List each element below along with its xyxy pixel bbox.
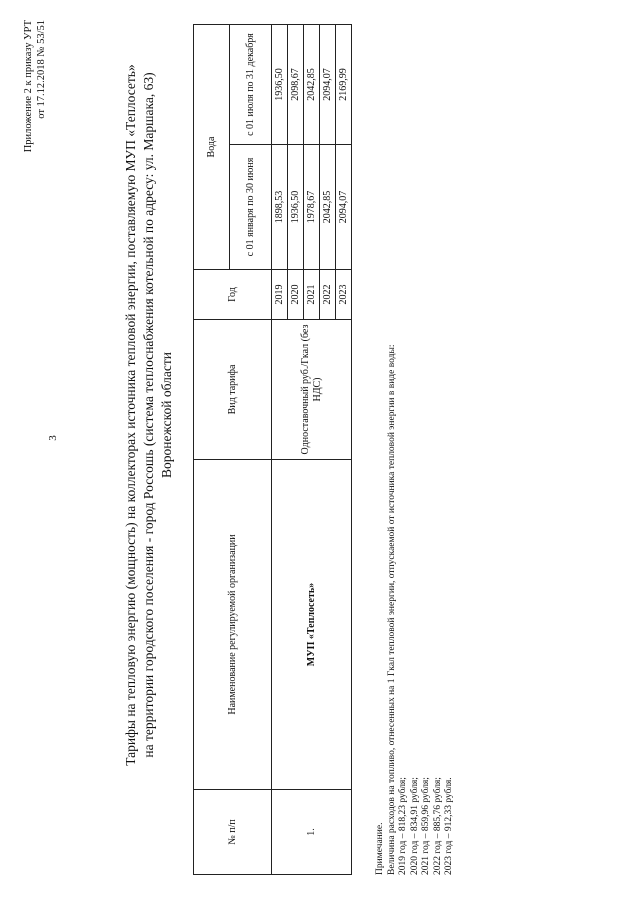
page-number: 3 (47, 435, 59, 441)
row-number: 1. (272, 790, 352, 875)
tariff-table (193, 24, 352, 875)
tariff-h2-cell: 2042,85 (304, 24, 320, 144)
tariff-h2-cell: 2094,07 (320, 24, 336, 144)
note-intro: Величина расходов на топливо, отнесенных на 1 Гкал тепловой энергии, отпускаемой от источника тепловой энергии в виде воды: (386, 344, 397, 875)
approval-block (22, 20, 48, 170)
header-water: Вода (194, 24, 230, 269)
year-cell: 2020 (288, 270, 304, 320)
organization-name: МУП «Теплосеть» (272, 460, 352, 790)
tariff-h2-cell: 1936,50 (272, 24, 288, 144)
tariff-kind: Одноставочный руб./Гкал (без НДС) (272, 320, 352, 460)
header-organization: Наименование регулируемой организации (194, 460, 272, 790)
document-title (122, 15, 176, 815)
header-year: Год (194, 270, 272, 320)
year-cell: 2023 (336, 270, 352, 320)
note-line: 2022 год – 885,76 рубля; (432, 777, 443, 875)
tariff-h1-cell: 1898,53 (272, 145, 288, 270)
approval-line-2: от 17.12.2018 № 53/51 (36, 20, 47, 119)
title-line-3: Воронежской области (159, 352, 174, 478)
header-number: № п/п (194, 790, 272, 875)
tariff-h1-cell: 2042,85 (320, 145, 336, 270)
note-line: 2021 год – 859,96 рубля; (421, 777, 431, 875)
title-line-1: Тарифы на тепловую энергию (мощность) на коллекторах источника тепловой энергии, поставляемую МУП «Теплосеть» (123, 64, 138, 766)
tariff-h2-cell: 2169,99 (336, 24, 352, 144)
tariff-h1-cell: 1936,50 (288, 145, 304, 270)
approval-line-1: Приложение 2 к приказу УРТ (23, 20, 34, 153)
year-cell: 2022 (320, 270, 336, 320)
note-line: 2019 год – 818,23 рубля; (398, 777, 408, 875)
title-line-2: на территории городского поселения - город Россошь (система теплоснабжения котельной по адресу: ул. Маршака, 63) (141, 72, 156, 758)
note-line: 2023 год – 912,33 рубля. (444, 777, 454, 875)
note-heading: Примечание. (375, 822, 385, 875)
header-half-2: с 01 июля по 31 декабря (230, 24, 272, 144)
header-tariff-kind: Вид тарифа (194, 320, 272, 460)
tariff-h1-cell: 2094,07 (336, 145, 352, 270)
note-block (375, 75, 456, 875)
note-line: 2020 год – 834,91 рубля; (409, 777, 420, 875)
header-half-1: с 01 января по 30 июня (230, 145, 272, 270)
tariff-h1-cell: 1978,67 (304, 145, 320, 270)
year-cell: 2019 (272, 270, 288, 320)
tariff-h2-cell: 2098,67 (288, 24, 304, 144)
year-cell: 2021 (304, 270, 320, 320)
